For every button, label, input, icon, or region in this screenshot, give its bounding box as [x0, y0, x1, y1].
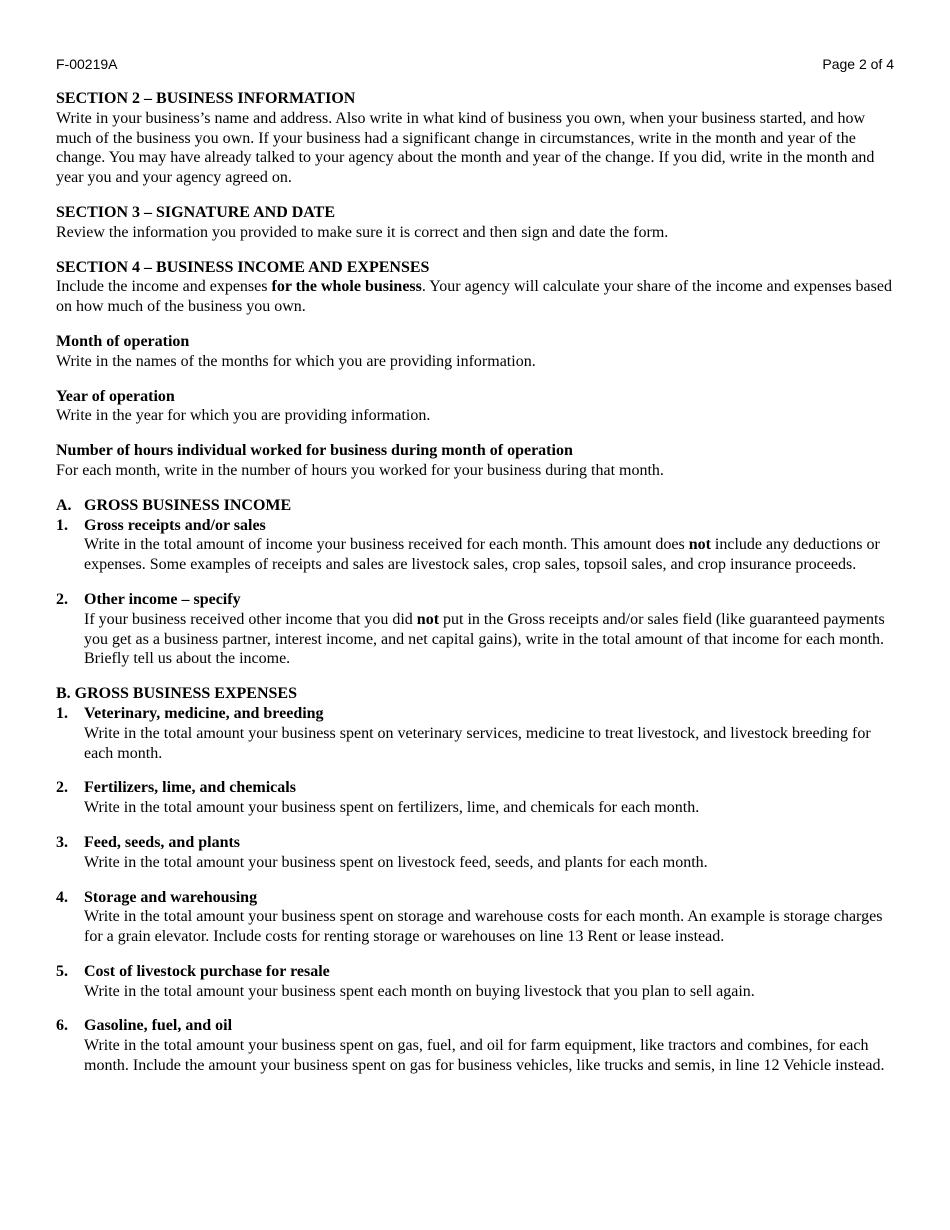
section-2 [56, 89, 896, 188]
income-item-1-text-a: Write in the total amount of income your business received for each month. This amount does [84, 536, 689, 554]
expense-item-2 [56, 778, 896, 818]
income-item-2-bold: not [416, 610, 440, 628]
income-item-2-num: 2. [56, 590, 68, 608]
expense-item-4-num: 4. [56, 888, 68, 906]
expense-item-3-title: Feed, seeds, and plants [84, 833, 241, 851]
expense-item-5-text: Write in the total amount your business spent each month on buying livestock that you plan to sell again. [84, 982, 755, 1000]
expense-item-5-title: Cost of livestock purchase for resale [84, 962, 330, 980]
page-number: Page 2 of 4 [822, 56, 894, 72]
income-item-1-title: Gross receipts and/or sales [84, 516, 266, 534]
section-4-text-a: Include the income and expenses [56, 278, 272, 296]
expense-item-4-text: Write in the total amount your business spent on storage and warehouse costs for each month. An example is storage charges for a grain elevator. Include costs for renting storage or warehouses on line 13 Rent or lease instead. [84, 908, 883, 946]
gross-business-expenses [56, 684, 896, 1076]
section-4-title: SECTION 4 – BUSINESS INCOME AND EXPENSES [56, 258, 430, 276]
month-text: Write in the names of the months for which you are providing information. [56, 352, 536, 370]
expense-item-2-num: 2. [56, 779, 68, 797]
income-item-2 [56, 590, 896, 669]
expense-item-2-title: Fertilizers, lime, and chemicals [84, 779, 296, 797]
section-4 [56, 258, 896, 317]
expense-item-5 [56, 962, 896, 1002]
hours-title: Number of hours individual worked for business during month of operation [56, 442, 573, 460]
income-item-1-bold: not [688, 536, 711, 554]
expense-item-1-num: 1. [56, 704, 68, 722]
form-number: F-00219A [56, 56, 118, 72]
year-text: Write in the year for which you are providing information. [56, 407, 431, 425]
expense-item-5-num: 5. [56, 962, 68, 980]
income-heading-num: A. [56, 496, 72, 514]
section-4-text [56, 277, 896, 317]
section-3-text: Review the information you provided to make sure it is correct and then sign and date the form. [56, 223, 669, 241]
income-item-1-text [84, 535, 896, 575]
gross-business-income [56, 496, 896, 669]
section-2-title: SECTION 2 – BUSINESS INFORMATION [56, 90, 356, 107]
income-item-1-num: 1. [56, 516, 68, 534]
expense-item-3-text: Write in the total amount your business spent on livestock feed, seeds, and plants for each month. [84, 853, 708, 871]
year-title: Year of operation [56, 387, 175, 405]
income-item-1 [56, 516, 896, 575]
section-4-text-bold: for the whole business [271, 278, 422, 296]
expense-item-3-num: 3. [56, 833, 68, 851]
section-3-title: SECTION 3 – SIGNATURE AND DATE [56, 203, 336, 221]
expenses-heading: B. GROSS BUSINESS EXPENSES [56, 685, 297, 703]
expense-item-6-text: Write in the total amount your business spent on gas, fuel, and oil for farm equipment, like tractors and combines, for each month. Include the amount your business spent on gas for business vehicles, like trucks and semis, in line 12 Vehicle instead. [84, 1037, 885, 1075]
expense-item-6-num: 6. [56, 1017, 68, 1035]
section-3 [56, 203, 896, 243]
hours-worked [56, 441, 896, 481]
expense-item-2-text: Write in the total amount your business spent on fertilizers, lime, and chemicals for each month. [84, 799, 700, 817]
expense-item-3 [56, 833, 896, 873]
section-2-text: Write in your business’s name and address. Also write in what kind of business you own, when your business started, and how much of the business you own. If your business had a significant change in circumstances, write in the month and year of the change. You may have already talked to your agency about the month and year of the change. If you did, write in the month and year you and your agency agreed on. [56, 109, 875, 187]
expense-item-4-title: Storage and warehousing [84, 888, 258, 906]
expense-item-1-text: Write in the total amount your business spent on veterinary services, medicine to treat livestock, and livestock breeding for each month. [84, 724, 871, 762]
income-item-2-title: Other income – specify [84, 590, 241, 608]
hours-text: For each month, write in the number of hours you worked for your business during that month. [56, 461, 664, 479]
month-title: Month of operation [56, 332, 190, 350]
month-of-operation [56, 332, 896, 372]
expense-item-1-title: Veterinary, medicine, and breeding [84, 704, 324, 722]
section-4-text-b: . Your agency will calculate your share of the income and expenses based on how much of the business you own. [56, 278, 892, 316]
income-item-2-text-b: put in the Gross receipts and/or sales field (like guaranteed payments you get as a business partner, interest income, and net capital gains), write in the total amount of that income for each month. Briefly tell us about the income. [84, 610, 885, 668]
income-heading [56, 496, 896, 516]
income-item-2-text [84, 610, 896, 669]
expense-item-4 [56, 888, 896, 947]
expense-item-6-title: Gasoline, fuel, and oil [84, 1017, 233, 1035]
expense-item-1 [56, 704, 896, 763]
income-item-1-text-b: include any deductions or expenses. Some examples of receipts and sales are livestock sales, crop sales, topsoil sales, and crop insurance proceeds. [84, 536, 880, 574]
year-of-operation [56, 387, 896, 427]
document-body [56, 89, 896, 1076]
expense-item-6 [56, 1016, 896, 1075]
income-heading-title: GROSS BUSINESS INCOME [84, 496, 292, 514]
income-item-2-text-a: If your business received other income that you did [84, 610, 417, 628]
